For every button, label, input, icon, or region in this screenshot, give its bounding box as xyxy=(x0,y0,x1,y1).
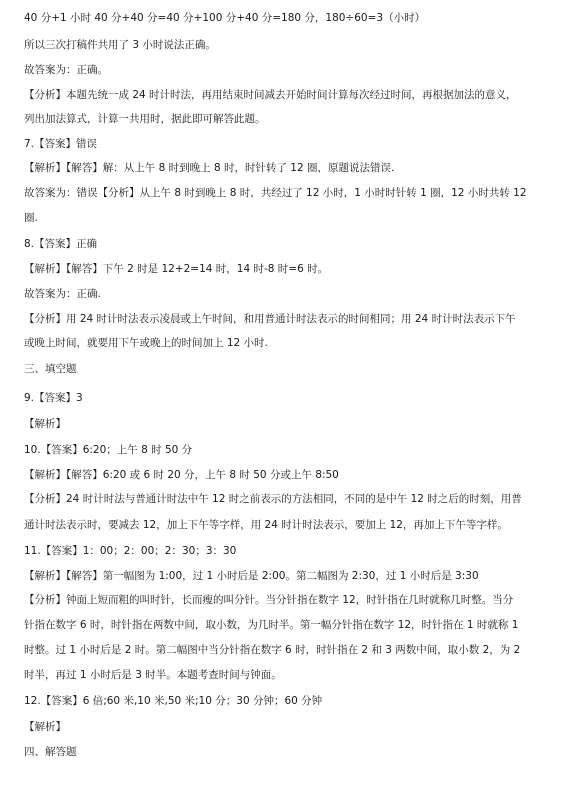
question-10-answer: 10.【答案】6:20；上午 8 时 50 分 xyxy=(24,444,193,456)
text-line: 时半，再过 1 小时后是 3 时半。本题考查时间与钟面。 xyxy=(24,669,282,681)
text-line: 【解析】【解答】下午 2 时是 12+2=14 时，14 时-8 时=6 时。 xyxy=(24,263,329,275)
text-line: 【解析】 xyxy=(24,418,66,430)
text-line: 【解析】 xyxy=(24,721,66,733)
text-line: 时整。过 1 小时后是 2 时。第二幅图中当分针指在数字 6 时，时针指在 2 和 3 两数中间，取小数 2，为 2 xyxy=(24,644,521,656)
text-line: 【分析】24 时计时法与普通计时法中午 12 时之前表示的方法相同，不同的是中午 12 时之后的时刻，用普 xyxy=(24,493,522,505)
text-line: 【解析】【解答】6:20 或 6 时 20 分，上午 8 时 50 分或上午 8:50 xyxy=(24,469,339,481)
text-line: 针指在数字 6 时，时针指在两数中间，取小数，为几时半。第一幅分针指在数字 12，时针指在 1 时就称 1 xyxy=(24,619,519,631)
question-8-answer: 8.【答案】正确 xyxy=(24,238,98,250)
question-12-answer: 12.【答案】6 倍;60 米,10 米,50 米;10 分；30 分钟；60 分钟 xyxy=(24,695,323,707)
question-9-answer: 9.【答案】3 xyxy=(24,392,83,404)
text-line: 或晚上时间，就要用下午或晚上的时间加上 12 小时. xyxy=(24,337,268,349)
section-heading: 三、填空题 xyxy=(24,363,77,375)
text-line: 故答案为：正确. xyxy=(24,288,101,300)
question-7-answer: 7.【答案】错误 xyxy=(24,138,98,150)
text-line: 【解析】【解答】解：从上午 8 时到晚上 8 时，时针转了 12 圈，原题说法错误. xyxy=(24,162,395,174)
text-line: 40 分+1 小时 40 分+40 分=40 分+100 分+40 分=180 分，180÷60=3（小时） xyxy=(24,12,426,24)
text-line: 列出加法算式，计算一共用时，据此即可解答此题。 xyxy=(24,113,266,125)
text-line: 圈. xyxy=(24,212,38,224)
question-11-answer: 11.【答案】1：00；2：00；2：30；3：30 xyxy=(24,545,237,557)
text-line: 【分析】钟面上短而粗的叫时针，长而瘦的叫分针。当分针指在数字 12，时针指在几时就称几时整。当分 xyxy=(24,594,514,606)
text-line: 【解析】【解答】第一幅图为 1:00，过 1 小时后是 2:00。第二幅图为 2:30，过 1 小时后是 3:30 xyxy=(24,570,479,582)
section-heading: 四、解答题 xyxy=(24,746,77,758)
text-line: 通计时法表示时，要减去 12，加上下午等字样，用 24 时计时法表示，要加上 12，再加上下午等字样。 xyxy=(24,519,508,531)
text-line: 所以三次打稿件共用了 3 小时说法正确。 xyxy=(24,39,216,51)
text-line: 【分析】本题先统一成 24 时计时法，再用结束时间减去开始时间计算每次经过时间，再根据加法的意义， xyxy=(24,89,517,101)
text-line: 故答案为：正确。 xyxy=(24,64,108,76)
text-line: 故答案为：错误【分析】从上午 8 时到晚上 8 时，共经过了 12 小时，1 小时时针转 1 圈，12 小时共转 12 xyxy=(24,187,527,199)
text-line: 【分析】用 24 时计时法表示凌晨或上午时间，和用普通计时法表示的时间相同；用 24 时计时法表示下午 xyxy=(24,313,516,325)
